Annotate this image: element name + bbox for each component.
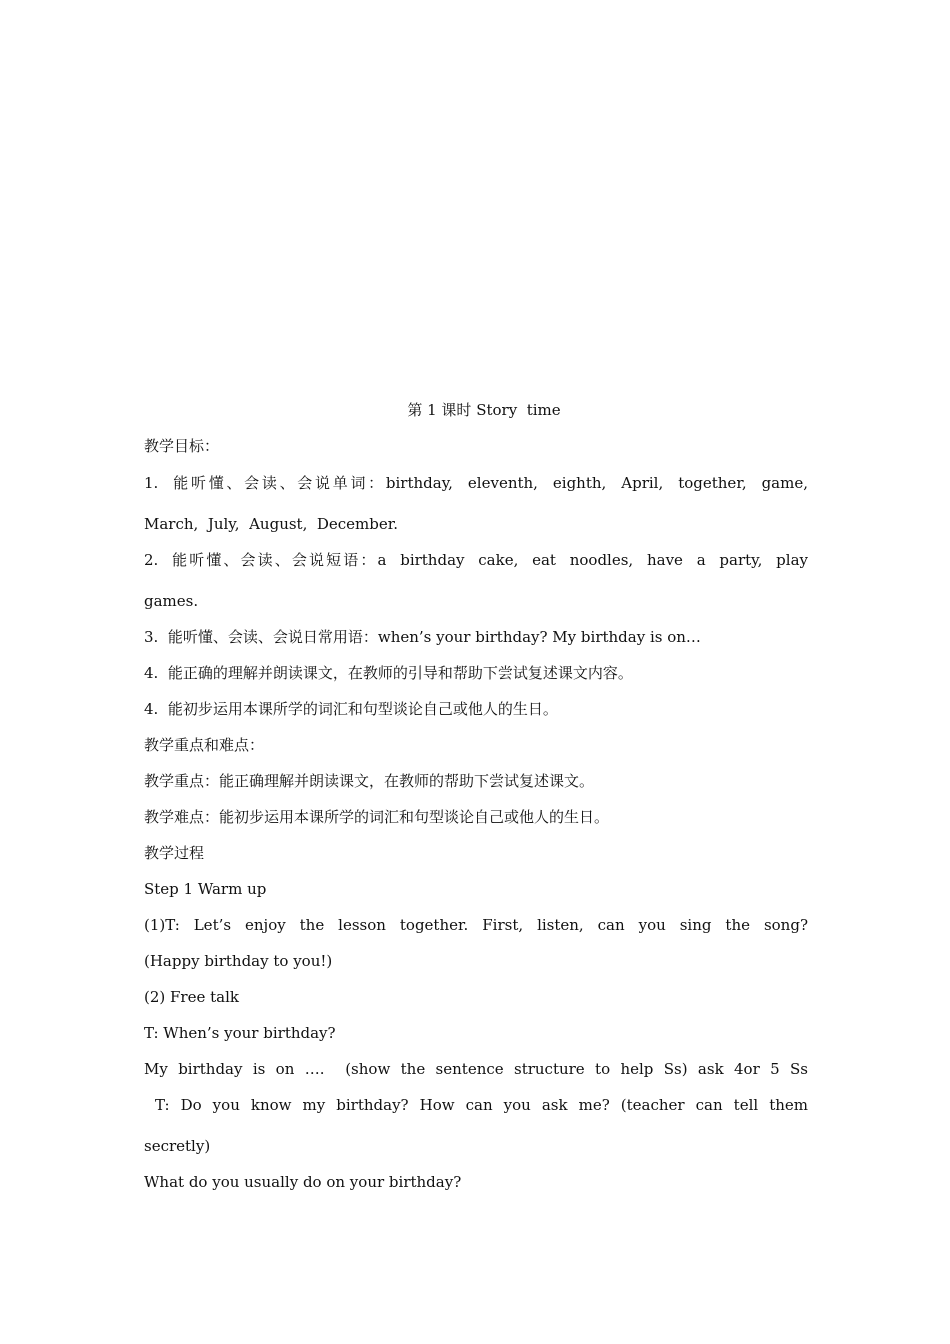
objective-1-line-1: 1. 能听懂、会读、会说单词：birthday, eleventh, eighth, April, together, game, — [144, 474, 808, 492]
objective-4: 4. 能正确的理解并朗读课文，在教师的引导和帮助下尝试复述课文内容。 — [144, 664, 633, 682]
dialogue-line-3: T: Do you know my birthday? How can you ask me? (teacher can tell them — [144, 1096, 808, 1114]
step-1-item-1-note: (Happy birthday to you!) — [144, 952, 333, 970]
dialogue-line-2: My birthday is on …. (show the sentence structure to help Ss) ask 4or 5 Ss — [144, 1060, 808, 1078]
key-point: 教学重点：能正确理解并朗读课文，在教师的帮助下尝试复述课文。 — [144, 772, 595, 790]
section-heading-key-points: 教学重点和难点： — [144, 736, 265, 754]
objective-1-line-2: March, July, August, December. — [144, 515, 399, 533]
step-1-item-1: (1)T: Let’s enjoy the lesson together. First, listen, can you sing the song? — [144, 916, 808, 934]
objective-5: 4. 能初步运用本课所学的词汇和句型谈论自己或他人的生日。 — [144, 700, 558, 718]
section-heading-procedure: 教学过程 — [144, 844, 205, 862]
step-1-item-2: (2) Free talk — [144, 988, 239, 1006]
objective-3: 3. 能听懂、会读、会说日常用语：when’s your birthday? My birthday is on… — [144, 628, 701, 646]
dialogue-line-1: T: When’s your birthday? — [144, 1024, 336, 1042]
section-heading-objectives: 教学目标： — [144, 437, 220, 455]
lesson-title: 第 1 课时 Story time — [407, 401, 561, 419]
difficult-point: 教学难点：能初步运用本课所学的词汇和句型谈论自己或他人的生日。 — [144, 808, 610, 826]
objective-2-line-1: 2. 能听懂、会读、会说短语：a birthday cake, eat noodles, have a party, play — [144, 551, 808, 569]
objective-2-line-2: games. — [144, 592, 199, 610]
dialogue-line-4: What do you usually do on your birthday? — [144, 1173, 462, 1191]
step-1-heading: Step 1 Warm up — [144, 880, 267, 898]
dialogue-line-3-cont: secretly) — [144, 1137, 211, 1155]
